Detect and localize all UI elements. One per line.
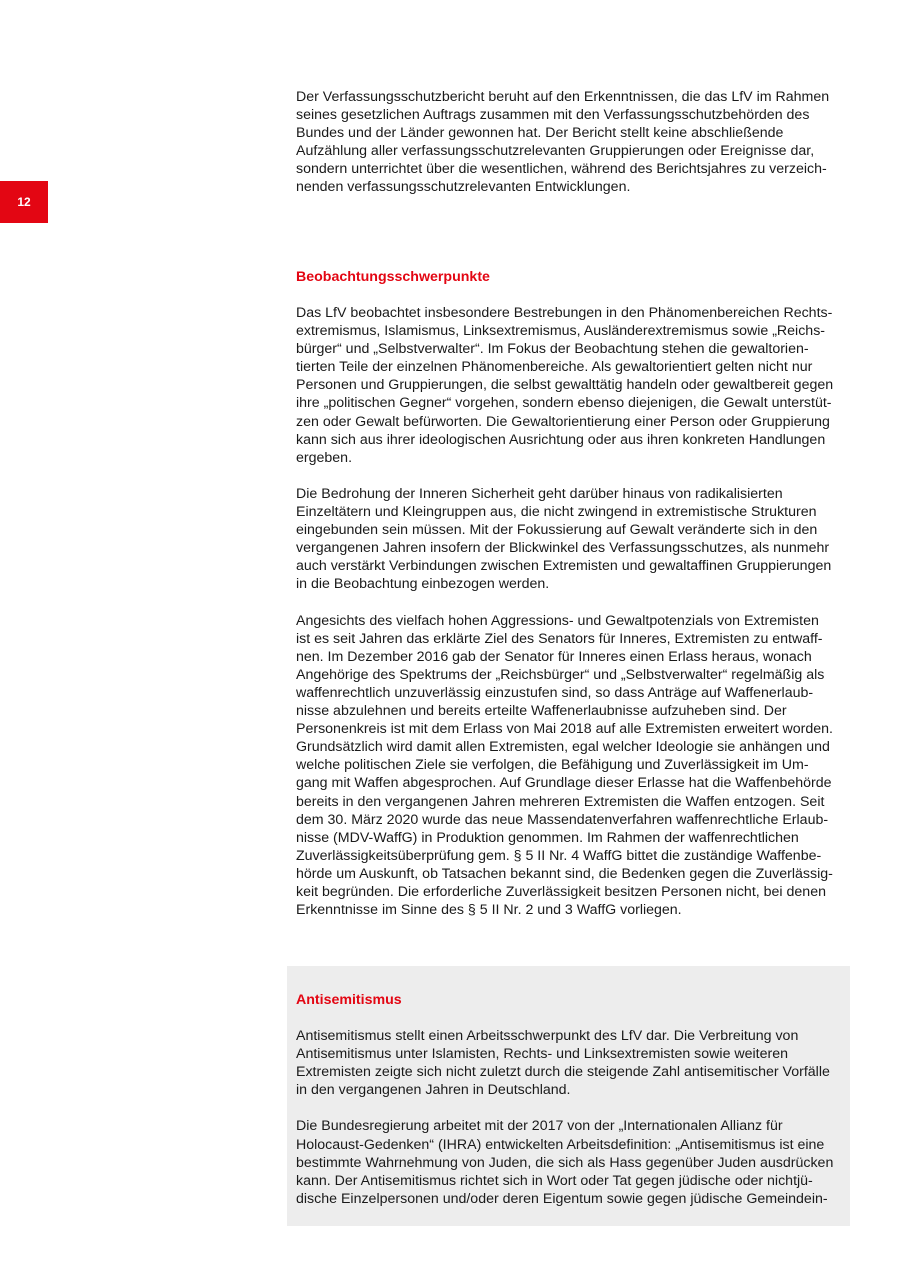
- body-paragraph: Das LfV beobachtet insbesondere Bestrebungen in den Phänomenbereichen Rechts- extremismus, Islamismus, Linksextremismus, Ausländerextremismus sowie „Reichs- bürger“ und „Selbstverwalter“. Im Fokus der Beobachtung stehen die gewaltorien- tierten Teile der einzelnen Phänomenbereiche. Als gewaltorientiert gelten nicht nur Personen und Gruppierungen, die selbst gewalttätig handeln oder gewaltbereit gegen ihre „politischen Gegner“ vorgehen, sondern ebenso diejenigen, die Gewalt unterstüt- zen oder Gewalt befürworten. Die Gewaltorientierung einer Person oder Gruppierung kann sich aus ihrer ideologischen Ausrichtung oder aus ihren konkreten Handlungen ergeben.: [296, 305, 834, 466]
- section-heading: Beobachtungsschwerpunkte: [296, 269, 490, 285]
- section-heading: Antisemitismus: [296, 992, 402, 1008]
- section-beobachtungsschwerpunkte: [296, 268, 844, 919]
- intro-section: [296, 88, 844, 197]
- intro-paragraph: Der Verfassungsschutzbericht beruht auf den Erkenntnissen, die das LfV im Rahmen seines gesetzlichen Auftrags zusammen mit den Verfassungsschutzbehörden des Bundes und der Länder gewonnen hat. Der Bericht stellt keine abschließende Aufzählung aller verfassungsschutzrelevanten Gruppierungen oder Ereignisse dar, sondern unterrichtet über die wesentlichen, während des Berichtsjahres zu verzeich- nenden verfassungsschutzrelevanten Entwicklungen.: [296, 89, 830, 196]
- body-paragraph: Antisemitismus stellt einen Arbeitsschwerpunkt des LfV dar. Die Verbreitung von Antisemitismus unter Islamisten, Rechts- und Linksextremisten sowie weiteren Extremisten zeigte sich nicht zuletzt durch die steigende Zahl antisemitischer Vorfälle in den vergangenen Jahren in Deutschland.: [296, 1028, 830, 1099]
- body-paragraph: Die Bundesregierung arbeitet mit der 2017 von der „Internationalen Allianz für Holocaust-Gedenken“ (IHRA) entwickelten Arbeitsdefinition: „Antisemitismus ist eine bestimmte Wahrnehmung von Juden, die sich als Hass gegenüber Juden ausdrücken kann. Der Antisemitismus richtet sich in Wort oder Tat gegen jüdische oder nichtjü- dische Einzelpersonen und/oder deren Eigentum sowie gegen jüdische Gemeindein-: [296, 1118, 834, 1207]
- page-number-tab: [0, 181, 48, 223]
- body-paragraph: Angesichts des vielfach hohen Aggressions- und Gewaltpotenzials von Extremisten ist es seit Jahren das erklärte Ziel des Senators für Inneres, Extremisten zu entwaff- nen. Im Dezember 2016 gab der Senator für Inneres einen Erlass heraus, wonach Angehörige des Spektrums der „Reichsbürger“ und „Selbstverwalter“ regelmäßig als waffenrechtlich unzuverlässig einzustufen sind, so dass Anträge auf Waffenerlaub- nisse abzulehnen und bereits erteilte Waffenerlaubnisse aufzuheben sind. Der Personenkreis ist mit dem Erlass von Mai 2018 auf alle Extremisten erweitert worden. Grundsätzlich wird damit allen Extremisten, egal welcher Ideologie sie anhängen und welche politischen Ziele sie verfolgen, die Befähigung und Zuverlässigkeit im Um- gang mit Waffen abgesprochen. Auf Grundlage dieser Erlasse hat die Waffenbehörde bereits in den vergangenen Jahren mehreren Extremisten die Waffen entzogen. Seit dem 30. März 2020 wurde das neue Massendatenverfahren waffenrechtliche Erlaub- nisse (MDV-WaffG) in Produktion genommen. Im Rahmen der waffenrechtlichen Zuverlässigkeitsüberprüfung gem. § 5 II Nr. 4 WaffG bittet die zuständige Waffenbe- hörde um Auskunft, ob Tatsachen bekannt sind, die Bedenken gegen die Zuverlässig- keit begründen. Die erforderliche Zuverlässigkeit besitzen Personen nicht, bei denen Erkenntnisse im Sinne des § 5 II Nr. 2 und 3 WaffG vorliegen.: [296, 612, 833, 919]
- body-paragraph: Die Bedrohung der Inneren Sicherheit geht darüber hinaus von radikalisierten Einzeltätern und Kleingruppen aus, die nicht zwingend in extremistische Strukturen eingebunden sein müssen. Mit der Fokussierung auf Gewalt veränderte sich in den vergangenen Jahren insofern der Blickwinkel des Verfassungsschutzes, als nunmehr auch verstärkt Verbindungen zwischen Extremisten und gewaltaffinen Gruppierungen in die Beobachtung einbezogen werden.: [296, 485, 832, 593]
- page-number: 12: [17, 195, 31, 209]
- section-antisemitismus: [296, 991, 844, 1208]
